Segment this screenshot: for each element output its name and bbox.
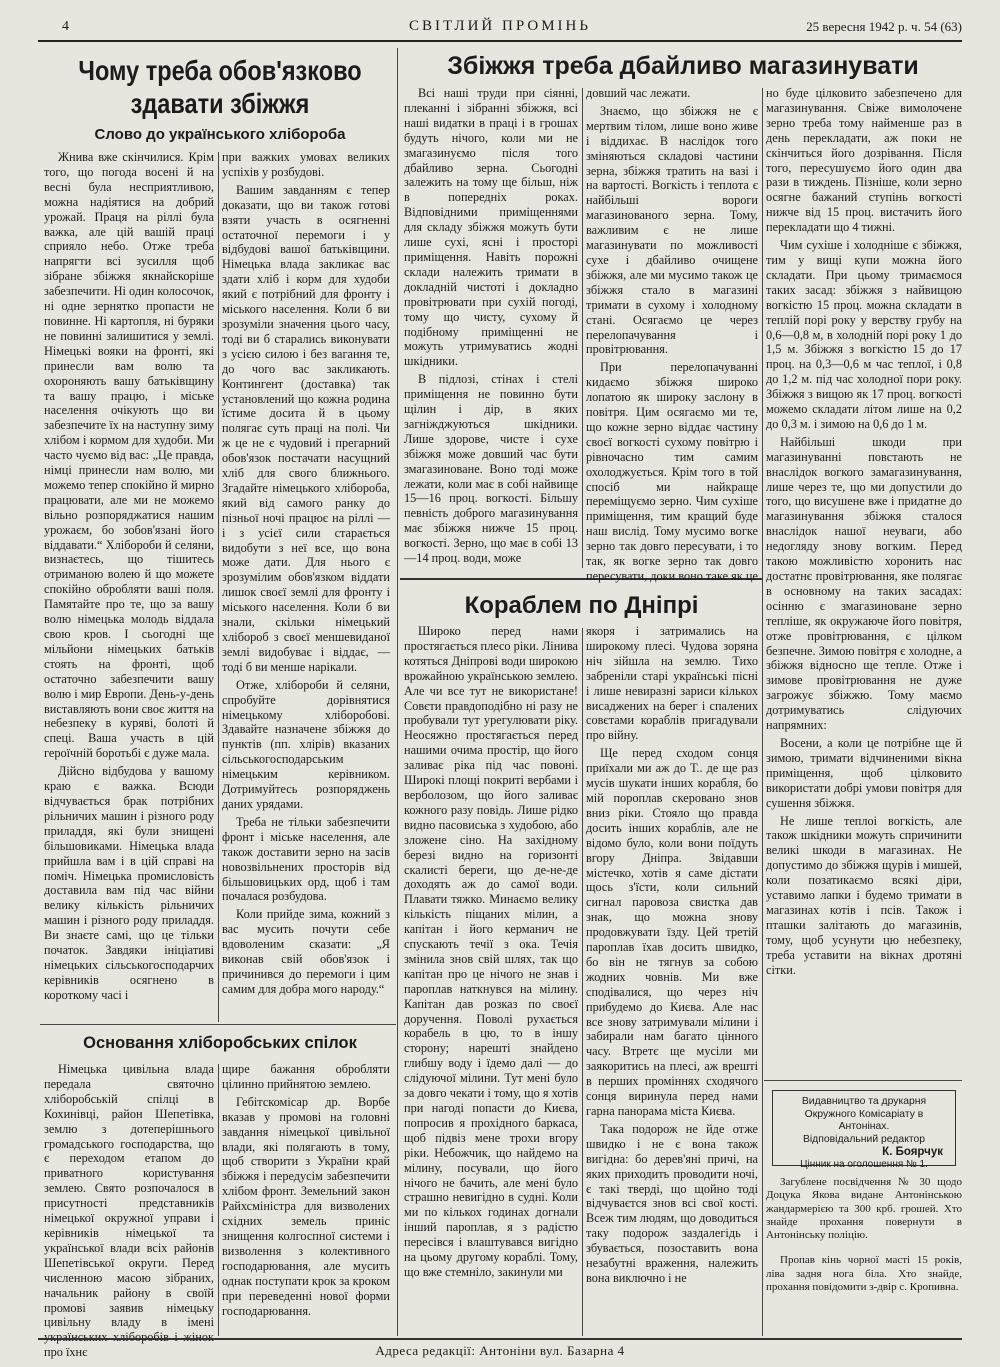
paragraph: довший час лежати. [586,86,691,100]
column-divider [762,88,763,1336]
publisher-line: Окружного Комісаріату в [804,1108,924,1120]
storage-article-column-3 [766,86,962,1076]
main-subheadline: Слово до українського хлібороба [94,126,346,143]
publisher-line: Антонінах. [838,1121,890,1133]
dnipro-headline: Кораблем по Дніпрі [464,592,699,619]
issue-date: 25 вересня 1942 р. ч. 54 (63) [806,19,962,34]
notice: Загублене посвідчення № 30 щодо Доцука Якова видане Антонінською жандармерією та 300 крб. грошей. Хто знайде прохання повернути в Антонінську поліцію. [766,1176,962,1242]
section-divider [764,1080,962,1081]
price-note: Цінник на оголошення № 1. [800,1158,928,1170]
paragraph: Треба не тільки забезпечити фронт і міське населення, але також доставити зерно на засів новозвільнених просторів від більшовицьких орд, щоб і там почалася розбудова. [222,814,390,904]
main-article-column-2 [222,150,390,1010]
column-divider [582,88,583,568]
publisher-line: Видавництво та друкарня [801,1096,927,1107]
paragraph: Дійсно відбудова у вашому краю є важка. Всюди відчувається брак потрібних рільничих машин і різного роду приладдя, які були знищені більшовиками. Німецька влада прийшла вам і в цій справі на поміч. Німецька промисловість доставила вам під час війни велику кількість рільничих машин і різного роду приладдя. Ви знаєте самі, що це тільки початок. Завдяки ініціативі німецьких сільськогосподарчих керівників осягнено в короткому часі і [44,764,214,1002]
dnipro-article-column-2 [586,624,758,1336]
page-number: 4 [62,19,69,34]
unions-article-column-2 [222,1062,390,1336]
paragraph: щире бажання обробляти цілинно прийнятою землею. [222,1062,390,1091]
paragraph: Німецька цивільна влада передала святочно хліборобській спілці в Кохинівці, район Шепетівка, землю з дотеперішнього громадського господарства, що є переходом етапом до приватного користування землею. Свято розпочалося в присутності представників німецької окружної управи і керівників німецької та української влади всіх районів Шепетівської округи. Перед численною масою зібраних, начальник району в своїй промові заявив німецьку цивільну владу в імені українських хліборобів і жінок про їхнє [44,1062,214,1360]
publisher-box [772,1090,956,1170]
editor-label: Відповідальний редактор [802,1133,926,1145]
main-article-column-1 [44,150,214,1038]
paragraph: якоря і затримались на широкому плесі. Чудова зоряна ніч зійшла на землю. Тихо забреніли старі українські пісні і лише невиразні зариси кількох висаджених на берег і спалених совєтами кораблів пригадували про війну. [586,624,758,743]
paragraph: Восени, а коли це потрібне ще й зимою, тримати відчиненими вікна приміщення, щоб цілковито використати добрі умови повітря для сушення збіжжя. [766,735,962,810]
paragraph: но буде цілковито забезпечено для магазинування. Свіже вимолочене зерно треба тому найменше раз в день перекладати, аж поки не скінчиться його дозрівання. Після того, пересушуємо його один два рази в тиждень. Пізніше, коли зерно осягне бажаний ступінь вогкості нижче від 15 проц. вистачить його перекладати що 4 тижні. [766,86,962,235]
storage-article-column-1 [404,86,578,568]
paragraph: Гебітскомісар др. Ворбе вказав у промові на головні завдання німецької цивільної влади, які полягають в тому, щоб створити з України край збіжжя і передусім забезпечити хлібом фронт. Земельний закон Райхсміністра для визволених східних земель приніс знищення колгоспної системи і визволення з колективного господарювання, але мусить однак поступати крок за кроком при переведенні нової форми господарювання. [222,1094,390,1318]
column-divider [218,1064,219,1336]
paragraph: Коли прийде зима, кожний з вас мусить почути себе вдоволеним сказати: „Я виконав свій обов'язок і причинився до перемоги і цим самим для добра мого народу.“ [222,907,390,996]
storage-article-column-2 [586,86,758,583]
column-divider [397,48,398,1336]
editor-name: К. Боярчук [882,1146,943,1159]
column-divider [218,152,219,1022]
storage-headline: Збіжжя треба дбайливо магазинувати [447,52,919,80]
footer-rule [38,1338,962,1340]
newspaper-title: СВІТЛИЙ ПРОМІНЬ [409,18,591,34]
paragraph: при важких умовах великих успіхів у розбудові. [222,150,390,179]
dnipro-article-column-1 [404,624,578,1336]
paragraph: Знаємо, що збіжжя не є мертвим тілом, лише воно живе і віддихає. В наслідок того зміняються складові частини зерна, збіжжя тратить на вазі і на вартості. Вогкість і теплота є найбільші вороги магазинованого зерна. Тому, важливим є не лише магазинувати по можливості сухе і дбайливо очищене збіжжя, але ми мусимо також це збіжжя стало в магазині тримати в сухому і холодному стані. Осягаємо це через перелопачування і провітрювання. [586,103,758,357]
paragraph: Така подорож не йде отже швидко і не є вона також вигідна: бо дерев'яні причі, на яких приходить проводити ночі, є такі тверді, що щойно тоді відчуваєтся знов всі свої кості. Всеж тим людям, що доводиться таку подорож заздалегідь і збувається, позоставить вона незабутні враження, належить вона виключно і не [586,1121,758,1285]
paragraph: Не лише теплоі вогкість, але також шкідники можуть спричинити великі шкоди в магазинах. Не допустимо до збіжжя щурів і мишей, коли позатикаємо всякі діри, уставимо лапки і будемо тримати в магазинах котів і псів. Також і пташки залітають до магазинів, тому, щоб усунути цю небезпеку, треба уставити на вікнах дротяні сітки. [766,813,962,977]
unions-article-column-1 [44,1062,214,1360]
column-divider [582,628,583,1336]
running-header [38,16,962,42]
notice: Пропав кінь чорної масті 15 років, ліва задня нога біла. Хто знайде, прохання повідомити з-двір с. Кропивна. [766,1254,962,1294]
paragraph: Жнива вже скінчилися. Крім того, що погода восені й на весні була несприятливою, можна надіятися на добрий урожай. Праця на ріллі була важка, але цій вашій праці сприяло небо. Отже треба напрягти всі зусилля щоб зібране збіжжя якнайскоріше забезпечити. Ні один колосочок, ні одне зернятко пропасти не повинне. Ні картопля, ні буряки не повинні залишитися у землі. Німецькі вояки на фронті, які принесли вам волю та охороняють вашу батьківщину та вашу працю, і міське населення очікують що ви забезпечите їх на наступну зиму хлібом і кормом для худоби. Ми часто чуємо від вас: „Це правда, німці принесли нам волю, ми можемо тепер спокійно й мирно працювати, але ми не можемо вільно розпоряджатися нашим урожаєм, бо зобов'язані його віддавати.“ Хлібороби й селяни, визнаєтесь, що тішитесь отриманою волею й що можете спокійно обробляти ваші поля. Памятайте про те, що за вашу волю німецька молодь віддала свою кров. І сьогодні ще мільйони німецьких батьків стоять на фронті, щоб остаточно забезпечити вашу волю і мир Европи. День-у-день виставляють вони своє життя на небезпеку в куряві, болоті й спеці. Ваша участь в цій героїчній боротьбі є дуже мала. [44,150,214,761]
paragraph: Чим сухіше і холодніше є збіжжя, тим у вищі купи можна його складати. При цьому тримаємося таких засад: збіжжя з найвищою вогкістю 15 проц. можна складати в теплій порі року у верству грубу на 0,6—0,8 м, в холодній порі року 1 до 1,5 м. Збіжжя з вогкістю 15 до 17 проц. на 0,3—0,6 м час теплої, і 0,8 до 1,2 м. під час холодної пори року. Збіжжя з вищою як 17 проц. вогкості можемо складати літом лише на 0,2 до 0,3 м. і зимою на 0,6 до 1 м. [766,238,962,431]
paragraph: При перелопачуванні кидаємо збіжжя широко лопатою як широку заслону в повітря. Цим осягаємо ми те, що кожне зерно віддає частину своєї вогкості сухому повітрю і рівночасно тим самим охолоджується. Крім того в той спосіб ми найкраще переміщуємо зерно. Чим сухіше приміщення, тим кращий буде наш вислід. Тому мусимо вогке зерно так довго пересувати, і то так, як вогке зерно так довго пересувати, доки воно таке як це [586,360,758,583]
footer-address: Адреса редакції: Антоніни вул. Базарна 4 [375,1343,625,1358]
paragraph: Отже, хлібороби й селяни, спробуйте дорівнятися німецькому хліборобові. Здавайте назначене збіжжя до пунктів (пп. хлірів) вказаних сільськогосподарським німецьким керівником. Дотримуйтесь розпоряджень даних урядами. [222,677,390,811]
notices-column [766,1176,962,1336]
paragraph: Ще перед сходом сонця приїхали ми аж до Т.. де ще раз мусів шукати інших корабля, бо мій пороплав скеровано знов вниз ріки. Стояло що правда досить інших кораблів, але не відомо було, коли вони поїдуть вгору Дніпра. Звідавши містечко, хотів я саме дістати щось з'їсти, коли сильний сигнал паровоза свистка дав знак, що можна знову продовжувати їзду. Цей третій пароплав їхав досить швидко, бо він не тягнув за собою жодних човнів. Ми вже сподівалися, що через ніч прибудемо до Києва. Але нас все знову затримували мілини і забирали нам багато цінного часу. Втретє ще мусіли ми заякоритись на плесі, аж врешті в перших проміннях сходячого сонця виринула перед нами гарна панорама міста Києва. [586,746,758,1118]
main-headline: Чому треба обов'язково здавати збіжжя [78,55,362,119]
paragraph: Вашим завданням є тепер доказати, що ви також готові взяти участь в осягненні остаточної перемоги і у відбудові вашої батьківщини. Німецька влада закликає вас здати хліб і корм для худоби який є потрібний для фронту і міського населення. Коли б ви зрозуміли значення цього часу, тоді ви б старались виконувати з усією силою і без вагання те, до чого вас закликають. Контингент (доставка) так установлений що кожна родина їстиме досита й в цьому полягає суть праці на полі. Чи ж це не є чудовий і прегарний обов'язок постачати насущний хліб для свого ближнього. Згадайте німецького хлібороба, який від самого ранку до пізньої ночі працює на ріллі — і з усієї сили старається видобути з неї все, що вона може дати. Для нього є зрозумілим обов'язком віддати лишок своєї землі для фронту і міського населення. Коли б ви знали, скільки німецький хлібороб з своєї меншевиданої землі видобуває і віддає, — тоді б ви менше нарікали. [222,182,390,674]
unions-headline: Основання хліборобських спілок [83,1034,357,1052]
paragraph: Всі наші труди при сіянні, плеканні і зібранні збіжжя, всі наші видатки в праці і в грошах будуть нічого, коли ми не змагазинуємо після того дбайливо зерна. Сьогодні залежить на тому ще більш, ніж в попередніх роках. Відповідними приміщеннями для складу збіжжя можуть бути лише сухі, ясні і просторі приміщення. Навіть порожні склади належить тримати в докладній чистоті і докладно провітрювати при сухій погоді, тому що чисту, сухому й подібному приміщенні не можуть утримуватись жодні шкідники. [404,86,578,369]
paragraph: Найбільші шкоди при магазинуванні повстають не внаслідок вогкого замагазинування, лише через те, що ми допустили до того, що висушене вже і придатне до магазинування збіжжя сталося внаслідок нашої неуваги, або недогляду знову вогким. Перед такою можливістю хоронить нас достатнє провітрювання, яке полягає в основному на таких засадах: осінню є змагазиноване зерно тепліше, як окружаюче його повітря, отже провітрювання, є цілком безпечне. Зимою повітря є холодне, а збіжжя відносно ще тепле. Отже і зимове провітрювання не дуже загрожує збіжжю. Тому маємо дотримуватись слідуючих напрямних: [766,434,962,733]
paragraph: Широко перед нами простягається плесо ріки. Лінива котяться Дніпрові води широкою врожайною українською землею. Але чи все тут не використане! Совєти правдоподібно ні разу не пробували тут урегулювати ріку. Неосяжно простягається перед нашими очима простір, що його заливає ріка під час повоні. Широкі площі покриті вербами і верболозом, що його заливає кожного разу повідь. Лише рідко видно пасовиська з худобою, або зложене сіно. На західному березі видно на горизонті скалисті береги, що де-не-де доходять аж до самої води. Плавати тяжко. Минаємо велику кількість піщаних мілин, а капітан і його керманич не спускають течії з ока. Течія змінила знов свій шлях, так що капітан про це нічого не знав і пароплав наткнувся на мілину. Капітан дав розказ по своєї доручення. Поволі рухається корабель в цю, то в іншу сторону; нарешті знайдено глибшу воду і їдемо далі — до слідуючої мілини. Тут мені було за довго чекати і тому, що я хотів при нагоді попасти до Києва, попросив я прохідного баркаса, щоб підвіз мене трохи вгору ріки. Небожчик, що найдемо на мілину, посували, що його нічого не бачить, але мені було страшно невигідно в судні. Коли ми по кількох годинах догнали інший пароплав, я з радістю пересівся і влаштувався вигідно на цьому другому кораблі. Тому, що вже стемніло, закинули ми [404,624,578,1279]
paragraph: В підлозі, стінах і стелі приміщення не повинно бути щілин і дір, в яких загніжджуються шкідники. Лише здорове, чисте і сухе збіжжя може довший час бути змагазиноване. Воно тоді може лежати, коли має в собі найвище 15—16 проц. вогкості. Більшу певність доброго магазинування має збіжжя нижче 15 проц. вогкості. Зерно, що має в собі 13—14 проц. води, може [404,372,578,566]
